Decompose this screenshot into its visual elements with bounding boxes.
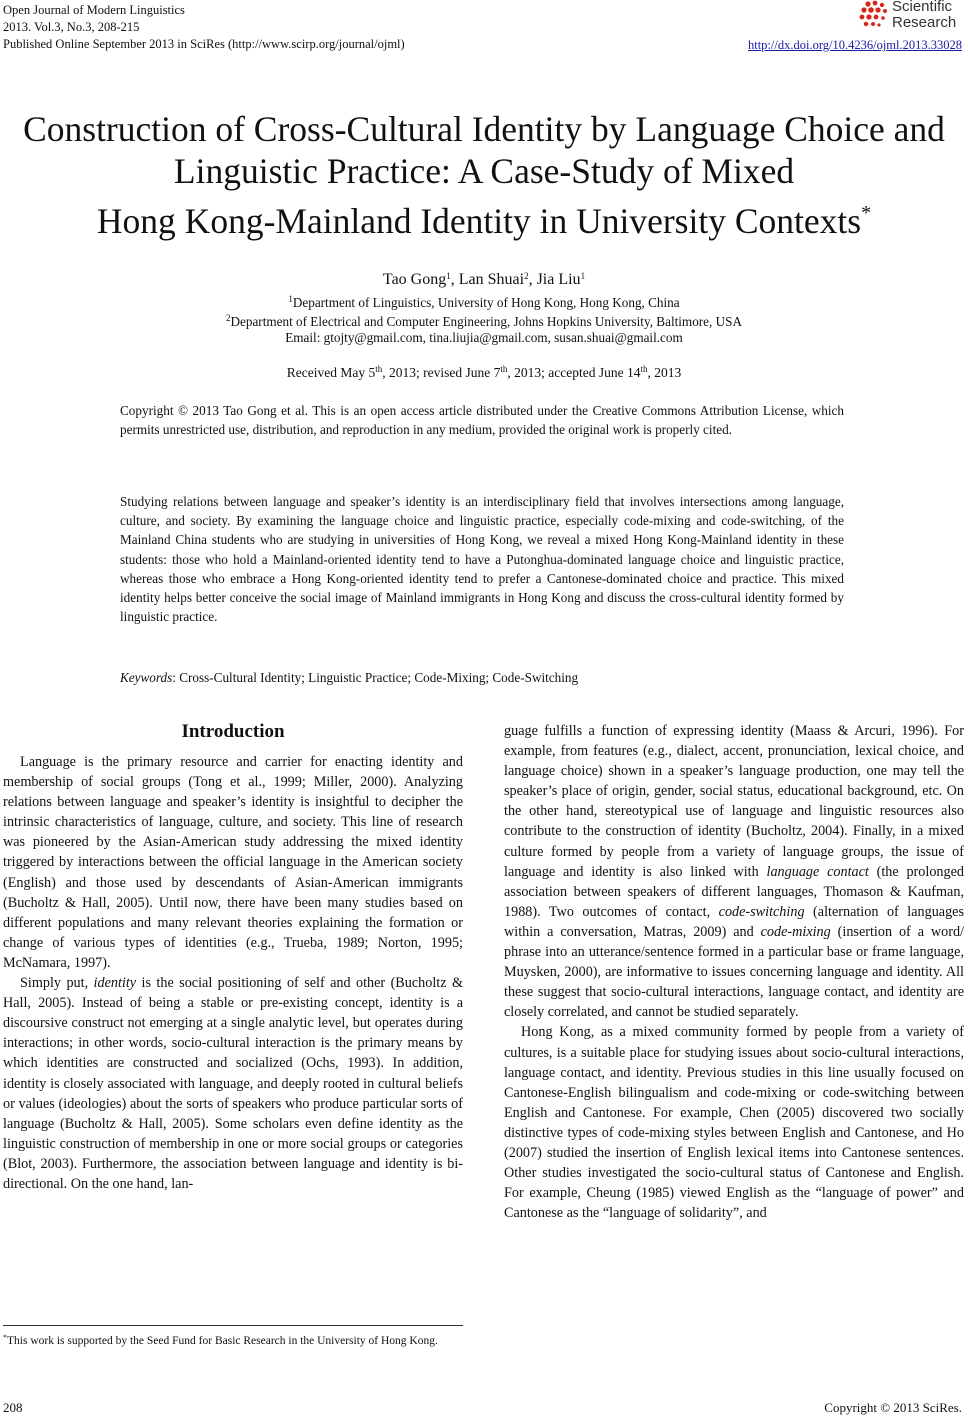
article-title: Construction of Cross-Cultural Identity by Language Choice and Linguistic Practice: A Case-Study of Mixed Hong Kong-Mainland Identity in University Contexts* — [23, 109, 945, 241]
copyright-notice: Copyright © 2013 Tao Gong et al. This is an open access article distributed under the Creative Commons Attribution License, which permits unrestricted use, distribution, and reproduction in any medium, provided the original work is properly cited. — [120, 403, 844, 438]
footnote: *This work is supported by the Seed Fund for Basic Research in the University of Hong Kong. — [3, 1333, 438, 1347]
left-column — [3, 718, 463, 1194]
author-list: Tao Gong$^1$, Lan Shuai$^2$, Jia Liu$^1$ — [382, 271, 586, 288]
affiliation-1: $^1$Department of Linguistics, University of Hong Kong, Hong Kong, China — [288, 294, 680, 310]
title-footnote-mark: * — [861, 202, 872, 224]
keywords-label: Keywords — [120, 670, 173, 685]
page-number: 208 — [3, 1400, 23, 1415]
keywords: Keywords: Cross-Cultural Identity; Linguistic Practice; Code-Mixing; Code-Switching — [120, 670, 579, 685]
affiliation-2: $^2$Department of Electrical and Computer Engineering, Johns Hopkins University, Baltimore, USA — [225, 313, 743, 329]
intro-paragraph-2: Simply put, identity is the social positioning of self and other (Bucholtz & Hall, 2005). Instead of being a stable or pre-existing concept, identity is a discoursive construct not emerging at a single analytic level, but operates during interactions; in other words, socio-cultural interaction is the primary means by which identities are constructed and socialized (Ochs, 1993). In addition, identity is closely associated with language, and deeply rooted in cultural beliefs or values (ideologies) about the sorts of speakers who produce particular sorts of language (Bucholtz & Hall, 2005). Some scholars even define identity as the linguistic construction of membership in one or more social groups or categories (Blot, 2003). Furthermore, the association between language and identity is bi-directional. On the one hand, lan- — [3, 975, 463, 1192]
abstract: Studying relations between language and speaker’s identity is an interdisciplinary field that involves intersections among language, culture, and society. By examining the language choice and linguistic practice, especially code-mixing and code-switching, of the Mainland China students who are studying in universities of Hong Kong, we reveal a mixed Hong Kong-Mainland identity in these students: those who hold a Mainland-oriented identity tend to have a Putonghua-dominated language choice and linguistic practice, whereas those who embrace a Hong Kong-oriented identity tend to prefer a Cantonese-dominated choice and practice. This mixed identity helps better conceive the social image of Mainland immigrants in Hong Kong and discuss the cross-cultural identity formed by linguistic practice. — [120, 494, 844, 625]
footer-copyright: Copyright © 2013 SciRes. — [824, 1400, 962, 1415]
right-column — [504, 721, 964, 1223]
running-header — [3, 2, 405, 53]
doi-link[interactable]: http://dx.doi.org/10.4236/ojml.2013.33028 — [747, 38, 962, 52]
journal-name: Open Journal of Modern Linguistics — [3, 3, 185, 17]
publication-info: Published Online September 2013 in SciRes (http://www.scirp.org/journal/ojml) — [3, 37, 405, 51]
intro-paragraph-4: Hong Kong, as a mixed community formed by people from a variety of cultures, is a suitable place for studying issues about socio-cultural interactions, language contact, and identity. Previous studies in this line usually focused on Cantonese-English bilingualism and code-mixing or code-switching between English and Cantonese. For example, Chen (2005) discovered two socially distinctive types of code-mixing styles between English and Cantonese, and Ho (2007) studied the insertion of English lexical items into Cantonese sentences. Other studies investigated the socio-cultural status of Cantonese and English. For example, Cheung (1985) viewed English as the “language of power” and Cantonese as the “language of solidarity”, and — [504, 1024, 964, 1222]
author-emails: Email: gtojty@gmail.com, tina.liujia@gmail.com, susan.shuai@gmail.com — [285, 330, 683, 345]
logo-wordmark: Scientific Research — [892, 0, 957, 31]
journal-volume: 2013. Vol.3, No.3, 208-215 — [3, 20, 140, 34]
intro-paragraph-3: guage fulfills a function of expressing identity (Maass & Arcuri, 1996). For example, from features (e.g., dialect, accent, pronunciation, lexical choice, and language choice) shown in a speaker’s language production, one may tell the speaker’s place of origin, gender, social status, educational background, etc. On the other hand, stereotypical use of language and linguistic resources also contribute to the construction of identity (Bucholtz, 2004). Finally, in a mixed culture formed by people from a variety of language groups, the issue of language and identity is also linked with language contact (the prolonged association between speakers of different languages, Thomason & Kaufman, 1988). Two outcomes of contact, code-switching (alternation of languages within a conversation, Matras, 2009) and code-mixing (insertion of a word/ phrase into an utterance/sentence formed in a particular base or frame language, Muysken, 2000), are informative to issues concerning language and identity. All these suggest that socio-cultural interactions, language contact, and identity are closely correlated, and cannot be studied separately. — [504, 723, 965, 1021]
intro-paragraph-1: Language is the primary resource and carrier for enacting identity and membership of social groups (Tong et al., 1999; Miller, 2000). Analyzing relations between language and speaker’s identity is insightful to decipher the intrinsic characteristics of language, culture, and society. This line of research was pioneered by the Asian-American study addressing the mixed identity triggered by interactions between the official language in the American society (English) and those used by descendants of Asian-American immigrants (Bucholtz & Hall, 2005). Until now, there have been many studies based on different populations and many relevant theories explaining the formation or change of various types of identities (e.g., Trueba, 1989; Norton, 1995; McNamara, 1997). — [3, 754, 463, 971]
section-heading: Introduction — [181, 721, 285, 742]
received-dates: Received May 5th, 2013; revised June 7th, 2013; accepted June 14th, 2013 — [286, 364, 682, 380]
footnote-divider — [3, 1325, 463, 1326]
scientific-research-logo-icon — [858, 0, 890, 30]
publisher-logo — [858, 0, 962, 34]
